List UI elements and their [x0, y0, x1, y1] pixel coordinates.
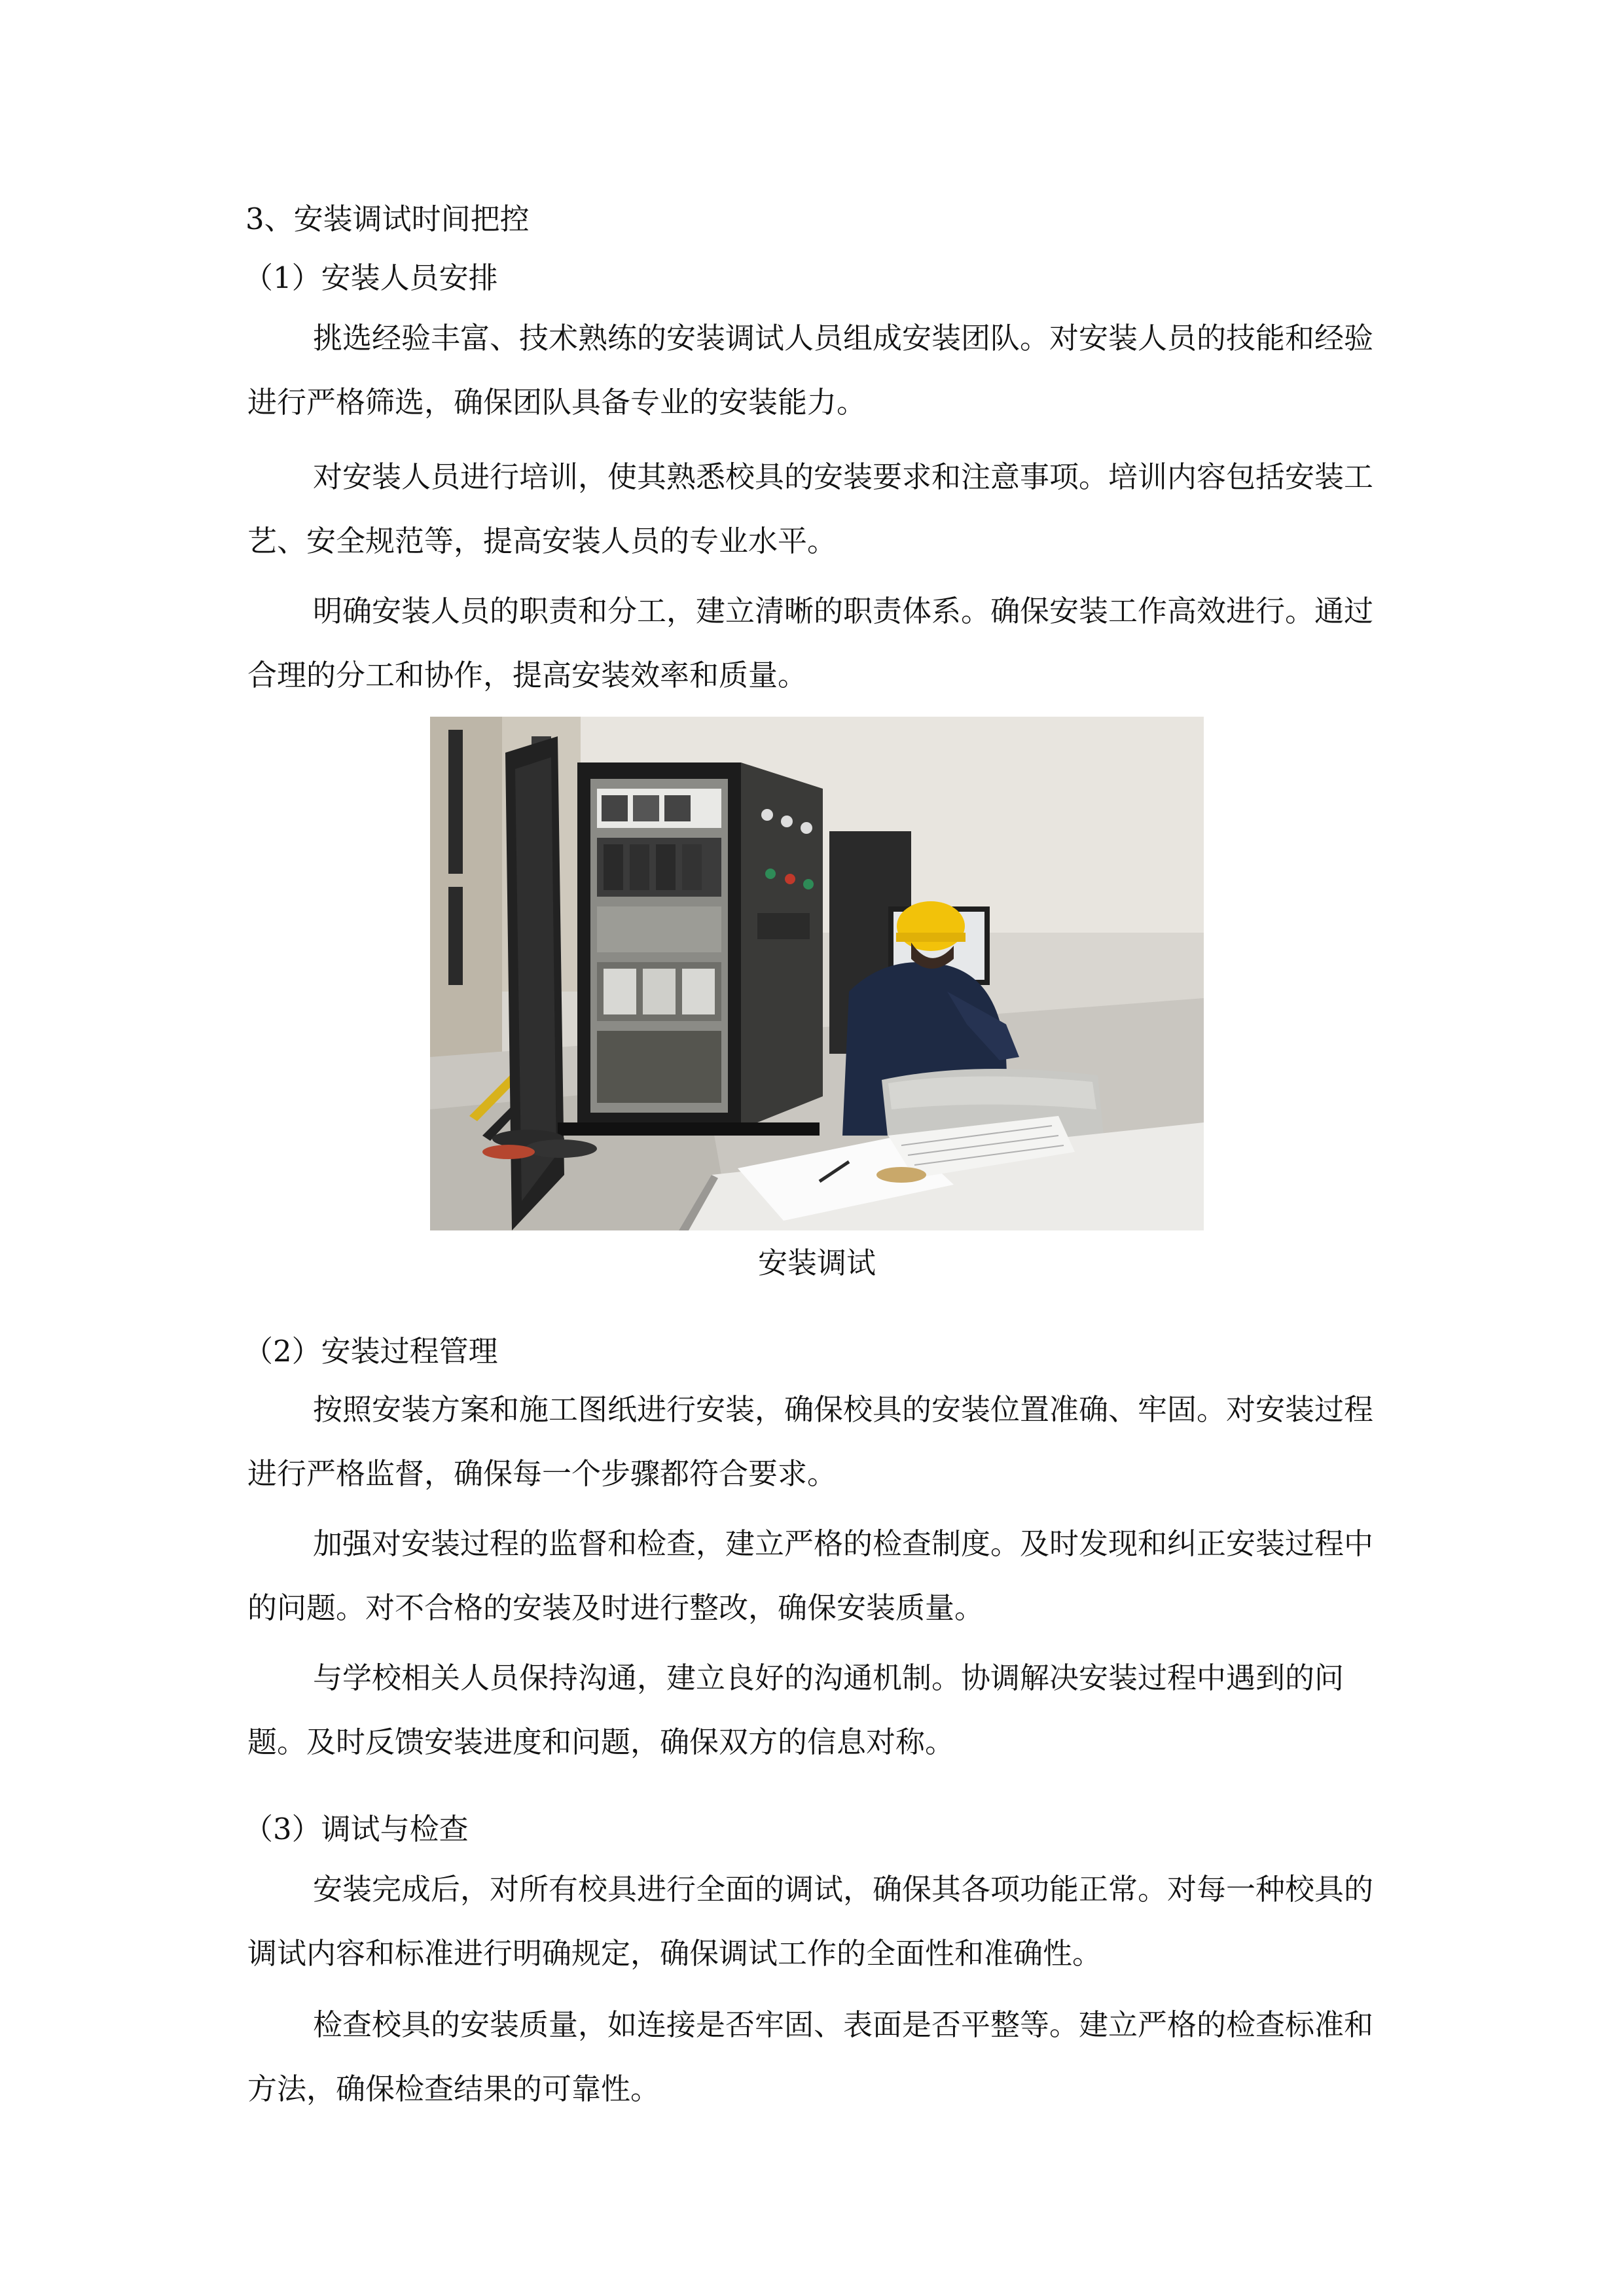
paragraph: 与学校相关人员保持沟通，建立良好的沟通机制。协调解决安装过程中遇到的问题。及时反馈安装进度和问题，确保双方的信息对称。 [247, 1660, 1344, 1759]
figure-caption: 安装调试 [757, 1246, 876, 1280]
paragraph: 安装完成后，对所有校具进行全面的调试，确保其各项功能正常。对每一种校具的调试内容和标准进行明确规定，确保调试工作的全面性和准确性。 [247, 1872, 1374, 1971]
subsection-title-2: （2）安装过程管理 [244, 1334, 498, 1369]
section-title: 3、安装调试时间把控 [245, 202, 530, 236]
subsection-title-1: （1）安装人员安排 [244, 260, 498, 295]
paragraph: 加强对安装过程的监督和检查，建立严格的检查制度。及时发现和纠正安装过程中的问题。对不合格的安装及时进行整改，确保安装质量。 [247, 1526, 1374, 1625]
paragraph: 明确安装人员的职责和分工，建立清晰的职责体系。确保安装工作高效进行。通过合理的分工和协作，提高安装效率和质量。 [247, 594, 1374, 692]
subsection-title-3: （3）调试与检查 [244, 1812, 469, 1846]
paragraph: 按照安装方案和施工图纸进行安装，确保校具的安装位置准确、牢固。对安装过程进行严格监督，确保每一个步骤都符合要求。 [247, 1392, 1374, 1491]
paragraph: 对安装人员进行培训，使其熟悉校具的安装要求和注意事项。培训内容包括安装工艺、安全规范等，提高安装人员的专业水平。 [247, 459, 1374, 558]
paragraph: 挑选经验丰富、技术熟练的安装调试人员组成安装团队。对安装人员的技能和经验进行严格筛选，确保团队具备专业的安装能力。 [247, 321, 1374, 420]
paragraph: 检查校具的安装质量，如连接是否牢固、表面是否平整等。建立严格的检查标准和方法，确保检查结果的可靠性。 [247, 2007, 1374, 2106]
installation-photo [430, 717, 1204, 1230]
